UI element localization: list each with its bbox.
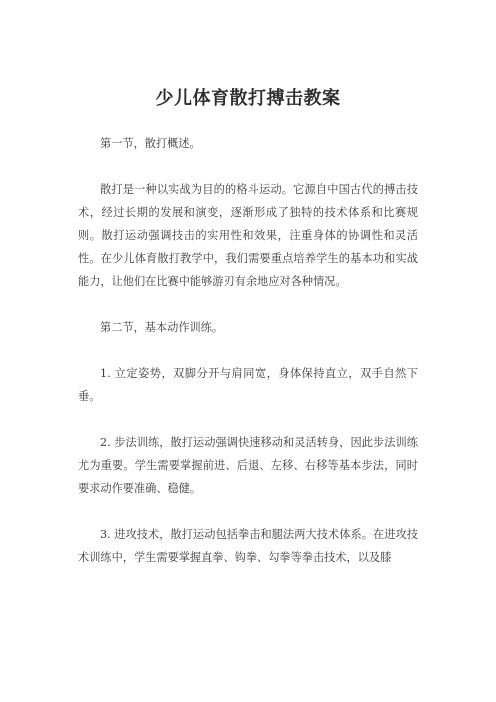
document-title: 少儿体育散打搏击教案 [155,88,341,109]
paragraph-item-1: 1. 立定姿势，双脚分开与肩同宽，身体保持直立，双手自然下垂。 [78,367,418,403]
document-body [78,132,418,592]
paragraph-section-2-heading: 第二节，基本动作训练。 [100,321,224,334]
paragraph-item-3: 3. 进攻技术，散打运动包括拳击和腿法两大技术体系。在进攻技术训练中，学生需要掌握直拳、钩拳、勾拳等拳击技术，以及膝 [78,528,418,564]
paragraph-section-1-heading: 第一节，散打概述。 [100,137,201,150]
paragraph-item-2: 2. 步法训练，散打运动强调快速移动和灵活转身，因此步法训练尤为重要。学生需要掌握前进、后退、左移、右移等基本步法，同时要求动作要准确、稳健。 [78,436,418,495]
paragraph-overview: 散打是一种以实战为目的的格斗运动。它源自中国古代的搏击技术，经过长期的发展和演变，逐渐形成了独特的技术体系和比赛规则。散打运动强调技击的实用性和效果，注重身体的协调性和灵活性。在少儿体育散打教学中，我们需要重点培养学生的基本功和实战能力，让他们在比赛中能够游刃有余地应对各种情况。 [78,183,418,288]
